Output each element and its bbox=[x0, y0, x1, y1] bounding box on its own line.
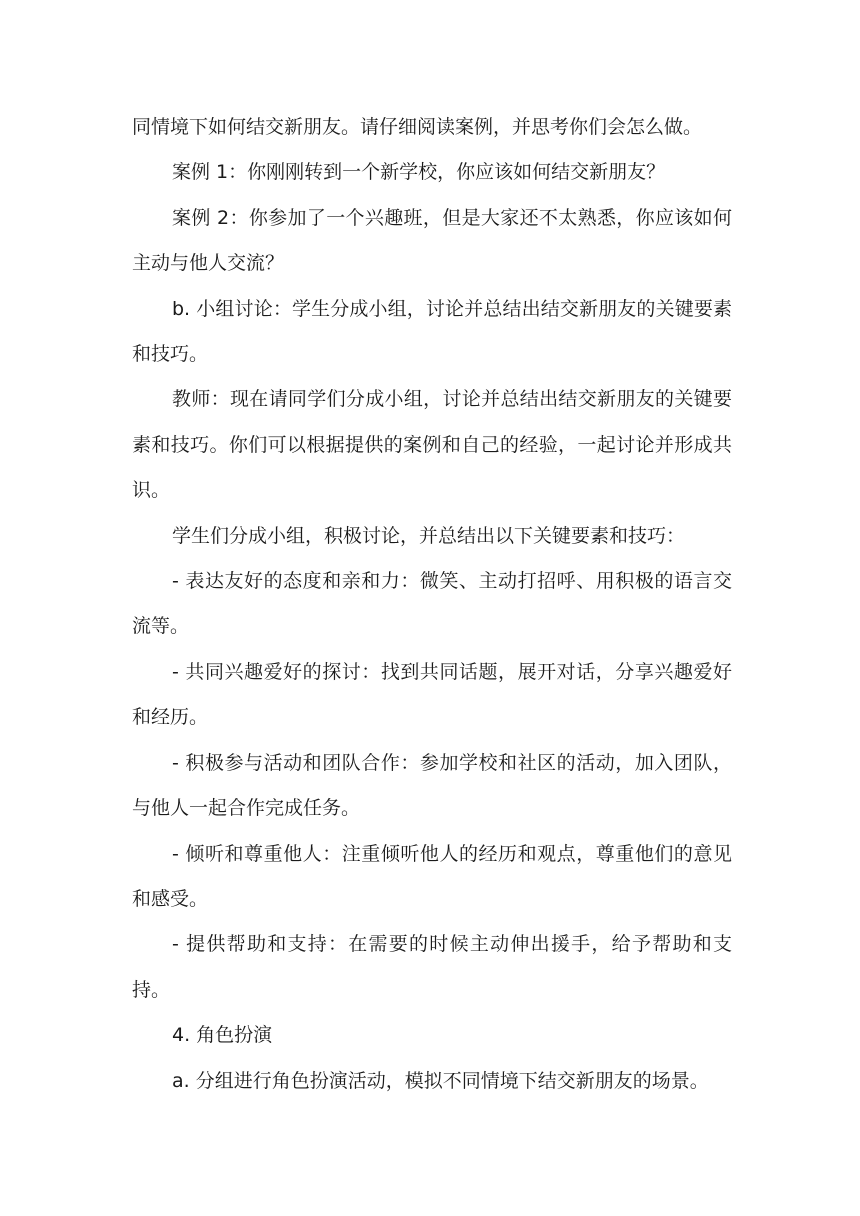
paragraph-teacher-instruction: 教师：现在请同学们分成小组，讨论并总结出结交新朋友的关键要素和技巧。你们可以根据提供的案例和自己的经验，一起讨论并形成共识。 bbox=[132, 388, 732, 502]
list-item-helping: - 提供帮助和支持：在需要的时候主动伸出援手，给予帮助和支持。 bbox=[132, 933, 732, 1001]
paragraph-student-summary: 学生们分成小组，积极讨论，并总结出以下关键要素和技巧： bbox=[172, 524, 686, 547]
list-item-shared-interests: - 共同兴趣爱好的探讨：找到共同话题，展开对话，分享兴趣爱好和经历。 bbox=[132, 660, 732, 729]
paragraph-role-play-activity: a. 分组进行角色扮演活动，模拟不同情境下结交新朋友的场景。 bbox=[172, 1069, 709, 1092]
list-item-teamwork: - 积极参与活动和团队合作：参加学校和社区的活动，加入团队，与他人一起合作完成任务。 bbox=[132, 751, 732, 820]
paragraph-case-2: 案例 2：你参加了一个兴趣班，但是大家还不太熟悉，你应该如何主动与他人交流？ bbox=[132, 206, 732, 275]
paragraph-case-1: 案例 1：你刚刚转到一个新学校，你应该如何结交新朋友？ bbox=[172, 161, 666, 184]
paragraph-group-discussion: b. 小组讨论：学生分成小组，讨论并总结出结交新朋友的关键要素和技巧。 bbox=[132, 297, 732, 366]
paragraph-continuation: 同情境下如何结交新朋友。请仔细阅读案例，并思考你们会怎么做。 bbox=[132, 116, 703, 138]
document-body bbox=[132, 105, 732, 1104]
list-item-friendly-attitude: - 表达友好的态度和亲和力：微笑、主动打招呼、用积极的语言交流等。 bbox=[132, 570, 732, 638]
section-heading-role-play: 4. 角色扮演 bbox=[172, 1024, 273, 1047]
list-item-listening: - 倾听和尊重他人：注重倾听他人的经历和观点，尊重他们的意见和感受。 bbox=[132, 842, 732, 910]
